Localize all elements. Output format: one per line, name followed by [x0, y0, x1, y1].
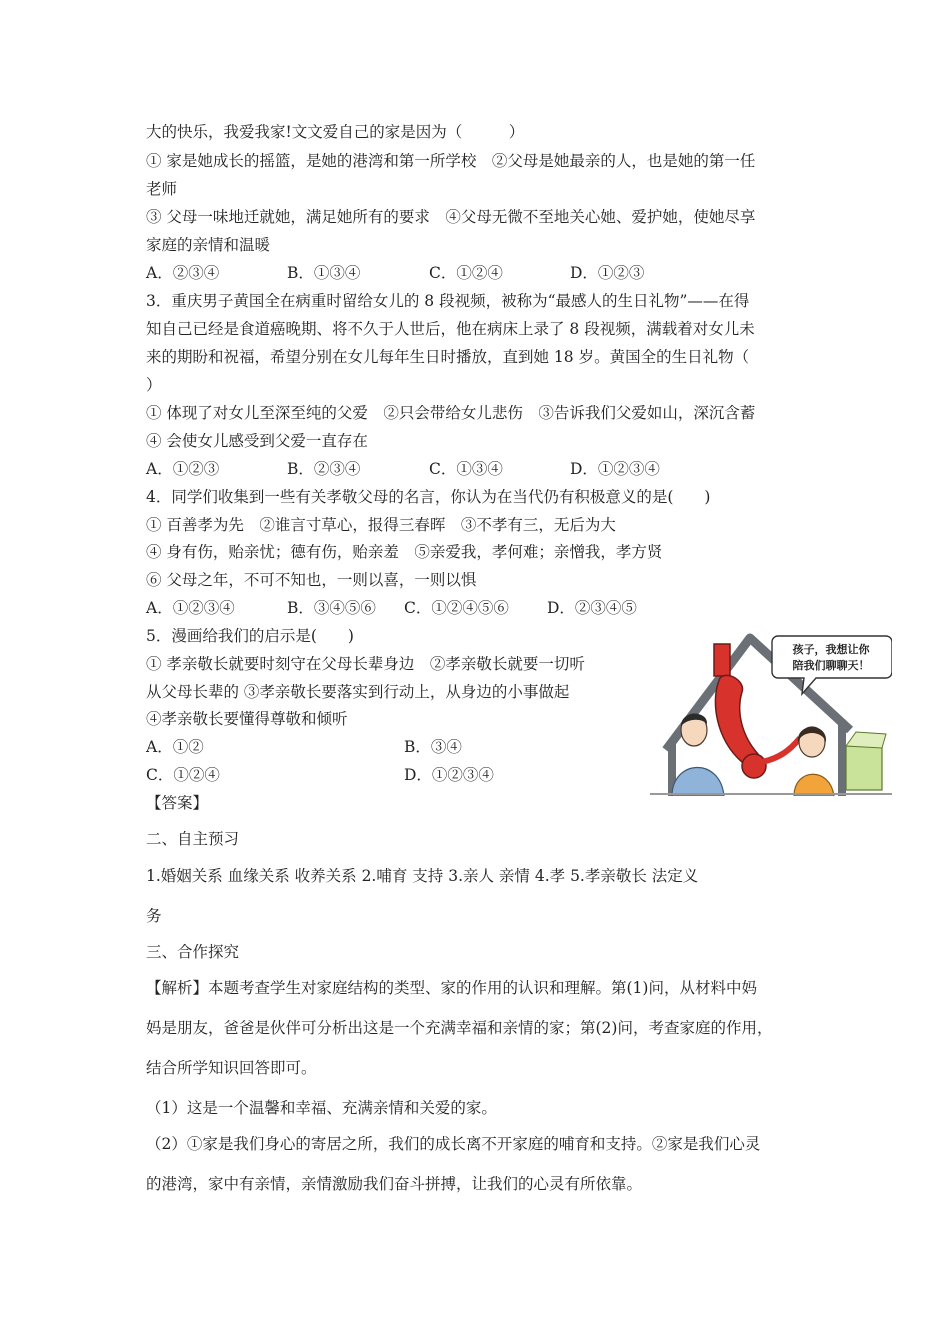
woman-body: [794, 774, 834, 796]
q5-statements-2: 从父母长辈的 ③孝亲敬长要落实到行动上，从身边的小事做起: [146, 683, 570, 701]
q2-option-b: B．①③④: [287, 264, 361, 282]
analysis-line-1: 【解析】本题考查学生对家庭结构的类型、家的作用的认识和理解。第(1)问，从材料中妈: [146, 979, 757, 997]
analysis-line-3: 结合所学知识回答即可。: [146, 1059, 317, 1077]
q5-option-d: D．①②③④: [404, 766, 494, 784]
section-3-heading: 三、合作探究: [146, 943, 240, 961]
q4-option-d: D．②③④⑤: [547, 599, 637, 617]
chimney-shape: [714, 644, 730, 676]
q5-stem: 5．漫画给我们的启示是( ): [146, 627, 354, 645]
q3-line-4: ）: [146, 376, 162, 394]
section-2-heading: 二、自主预习: [146, 830, 240, 848]
gift-box-shape: [846, 746, 882, 790]
q4-statements-1: ① 百善孝为先 ②谁言寸草心，报得三春晖 ③不孝有三，无后为大: [146, 516, 616, 534]
q2-option-d: D．①②③: [570, 264, 645, 282]
q3-line-2: 知自己已经是食道癌晚期、将不久于人世后，他在病床上录了 8 段视频，满载着对女儿未: [146, 320, 755, 338]
q5-option-a: A．①②: [146, 738, 204, 756]
q2-statement-3: ③ 父母一味地迁就她，满足她所有的要求 ④父母无微不至地关心她、爱护她，使她尽享: [146, 208, 756, 226]
gift-box-lid: [846, 732, 886, 748]
q2-stem-end: 大的快乐，我爱我家!文文爱自己的家是因为（ ）: [146, 123, 525, 141]
answer-part-2: （2）①家是我们身心的寄居之所，我们的成长离不开家庭的哺育和支持。②家是我们心灵: [146, 1135, 761, 1153]
q3-option-a: A．①②③: [146, 460, 220, 478]
handset-earpiece: [742, 754, 766, 778]
q4-statements-3: ⑥ 父母之年，不可不知也，一则以喜，一则以惧: [146, 571, 477, 589]
q2-statement-1: ① 家是她成长的摇篮，是她的港湾和第一所学校 ②父母是她最亲的人，也是她的第一任: [146, 152, 756, 170]
q5-option-b: B．③④: [404, 738, 462, 756]
q2-statement-4-cont: 家庭的亲情和温暖: [146, 236, 271, 254]
q3-option-b: B．②③④: [287, 460, 361, 478]
q3-line-1: 3．重庆男子黄国全在病重时留给女儿的 8 段视频，被称为“最感人的生日礼物”——在得: [146, 292, 750, 310]
q3-option-d: D．①②③④: [570, 460, 660, 478]
q3-option-c: C．①③④: [429, 460, 503, 478]
q3-statements-2: ④ 会使女儿感受到父爱一直存在: [146, 432, 368, 450]
q4-statements-2: ④ 身有伤，贻亲忧；德有伤，贻亲羞 ⑤亲爱我，孝何难；亲憎我，孝方贤: [146, 543, 663, 561]
cartoon-illustration: [650, 630, 892, 796]
preview-answers: 1.婚姻关系 血缘关系 收养关系 2.哺育 支持 3.亲人 亲情 4.孝 5.孝亲敬长 法定义: [146, 867, 699, 885]
q5-statements-1: ① 孝亲敬长就要时刻守在父母长辈身边 ②孝亲敬长就要一切听: [146, 655, 585, 673]
q2-option-c: C．①②④: [429, 264, 503, 282]
q2-statement-1-cont: 老师: [146, 180, 178, 198]
phone-cord: [762, 738, 800, 762]
q4-stem: 4．同学们收集到一些有关孝敬父母的名言，你认为在当代仍有积极意义的是( ): [146, 488, 711, 506]
q3-statements-1: ① 体现了对女儿至深至纯的父爱 ②只会带给女儿悲伤 ③告诉我们父爱如山，深沉含蓄: [146, 404, 756, 422]
q4-option-a: A．①②③④: [146, 599, 235, 617]
q4-option-c: C．①②④⑤⑥: [404, 599, 509, 617]
speech-bubble-line-1: 孩子，我想让你: [792, 643, 870, 656]
man-body: [672, 767, 724, 796]
telephone-handset-icon: [715, 675, 758, 764]
q3-line-3: 来的期盼和祝福，希望分别在女儿每年生日时播放，直到她 18 岁。黄国全的生日礼物（: [146, 348, 750, 366]
answer-part-1: （1）这是一个温馨和幸福、充满亲情和关爱的家。: [146, 1099, 497, 1117]
q2-option-a: A．②③④: [146, 264, 220, 282]
answer-heading: 【答案】: [146, 794, 209, 812]
q5-option-c: C．①②④: [146, 766, 220, 784]
preview-answers-cont: 务: [146, 907, 162, 925]
q4-option-b: B．③④⑤⑥: [287, 599, 376, 617]
speech-bubble-line-2: 陪我们聊聊天！: [792, 659, 870, 672]
q5-statements-3: ④孝亲敬长要懂得尊敬和倾听: [146, 710, 348, 728]
analysis-line-2: 妈是朋友，爸爸是伙伴可分析出这是一个充满幸福和亲情的家；第(2)问，考查家庭的作用，: [146, 1019, 773, 1037]
answer-part-2-cont: 的港湾，家中有亲情，亲情激励我们奋斗拼搏，让我们的心灵有所依靠。: [146, 1175, 643, 1193]
